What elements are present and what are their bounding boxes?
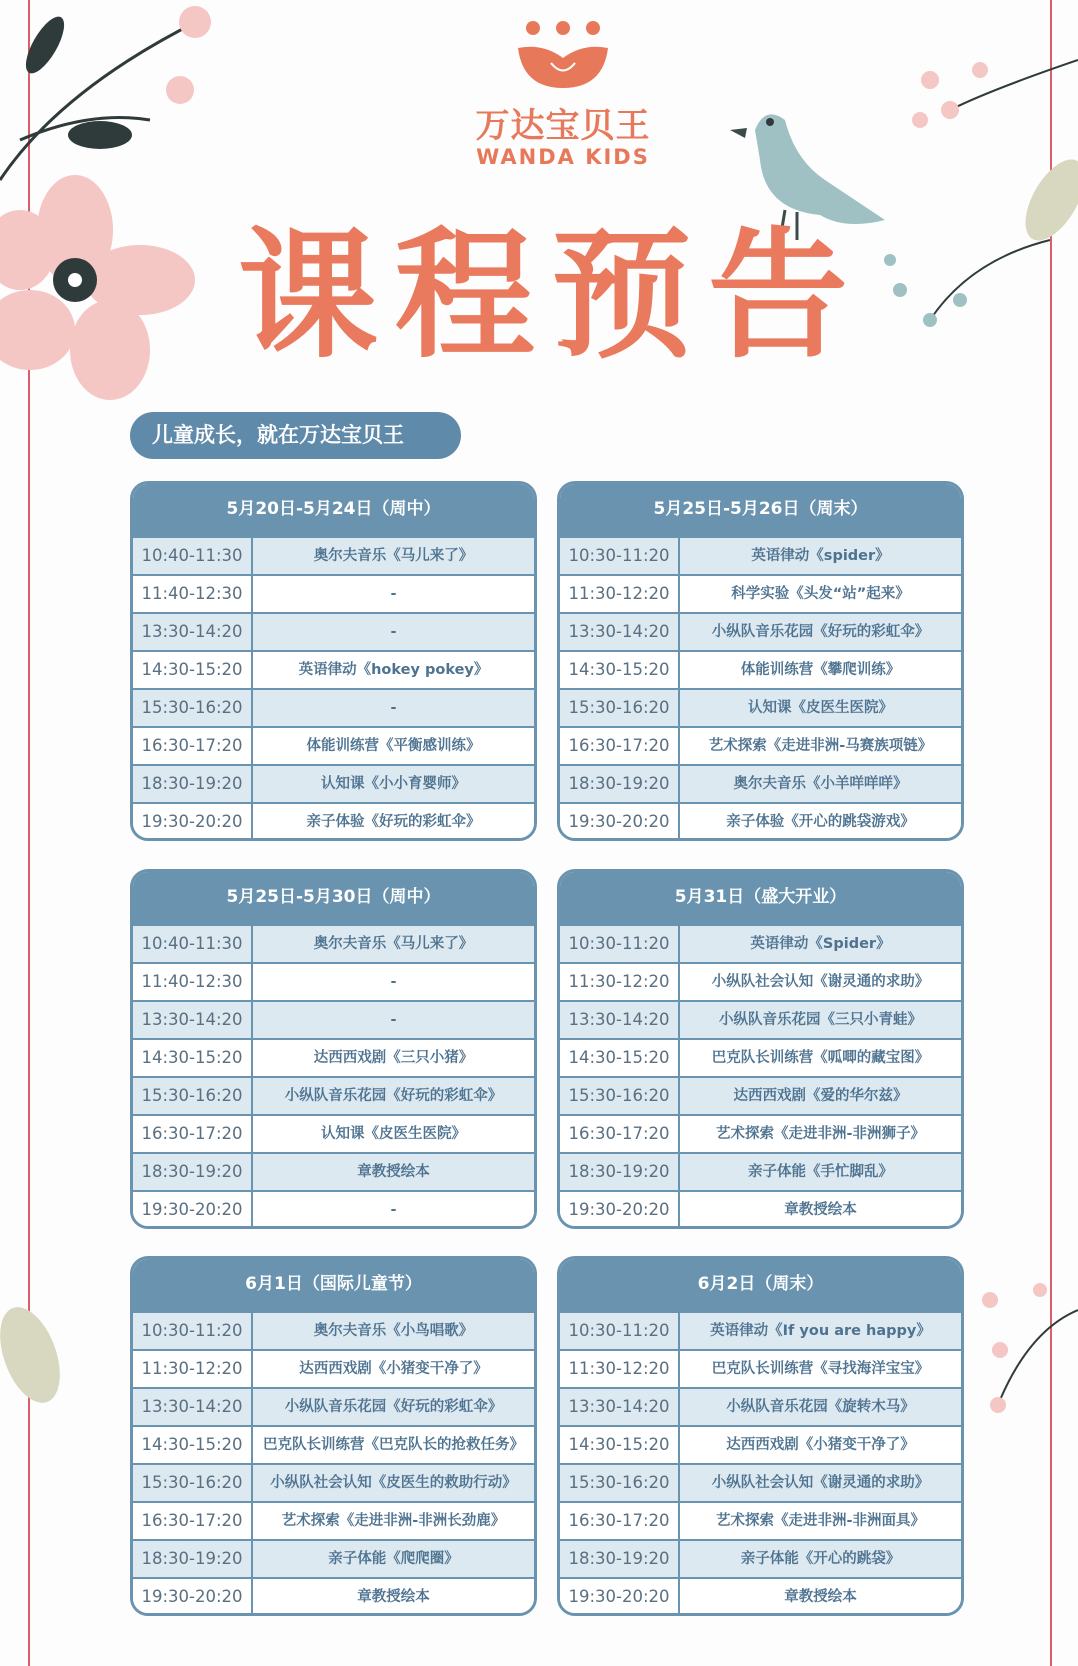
leaf-decoration-icon	[0, 1300, 70, 1410]
table-row	[133, 1577, 534, 1615]
table-row	[560, 574, 961, 612]
schedule-table	[557, 481, 964, 841]
course-cell: 体能训练营《攀爬训练》	[740, 662, 901, 678]
time-cell: 11:30-12:20	[560, 576, 680, 612]
schedule-table	[557, 869, 964, 1229]
table-row	[560, 1190, 961, 1228]
table-row	[133, 1349, 534, 1387]
time-cell: 10:30-11:20	[133, 1313, 253, 1349]
course-cell: -	[390, 586, 397, 602]
course-cell: 科学实验《头发“站”起来》	[731, 586, 910, 602]
table-row	[133, 1501, 534, 1539]
table-row	[560, 650, 961, 688]
time-cell: 13:30-14:20	[133, 1389, 253, 1425]
time-cell: 18:30-19:20	[560, 1541, 680, 1577]
course-cell: 章教授绘本	[357, 1164, 430, 1180]
time-cell: 19:30-20:20	[133, 804, 253, 840]
time-cell: 14:30-15:20	[133, 652, 253, 688]
time-cell: 11:30-12:20	[133, 1351, 253, 1387]
course-cell: 亲子体能《手忙脚乱》	[748, 1164, 893, 1180]
course-cell: 小纵队社会认知《谢灵通的求助》	[711, 1475, 930, 1491]
course-cell: 艺术探索《走进非洲-非洲狮子》	[715, 1126, 926, 1142]
table-row	[133, 962, 534, 1000]
crown-logo-icon	[513, 18, 613, 90]
table-row	[133, 612, 534, 650]
course-cell: 达西西戏剧《爱的华尔兹》	[733, 1088, 908, 1104]
table-row	[560, 1349, 961, 1387]
time-cell: 18:30-19:20	[133, 1541, 253, 1577]
table-row	[560, 1114, 961, 1152]
course-cell: -	[390, 700, 397, 716]
table-row	[560, 1152, 961, 1190]
course-cell: -	[390, 974, 397, 990]
table-row	[133, 1539, 534, 1577]
course-cell: 小纵队音乐花园《三只小青蛙》	[719, 1012, 922, 1028]
course-cell: 认知课《皮医生医院》	[321, 1126, 466, 1142]
time-cell: 11:40-12:30	[133, 576, 253, 612]
time-cell: 13:30-14:20	[133, 1002, 253, 1038]
course-cell: 奥尔夫音乐《马儿来了》	[313, 548, 474, 564]
time-cell: 10:40-11:30	[133, 538, 253, 574]
course-cell: 艺术探索《走进非洲-非洲长劲鹿》	[281, 1513, 506, 1529]
time-cell: 19:30-20:20	[560, 1192, 680, 1228]
course-cell: 巴克队长训练营《巴克队长的抢救任务》	[263, 1437, 524, 1453]
flower-decoration-icon	[0, 170, 200, 400]
course-cell: 巴克队长训练营《呱唧的藏宝图》	[711, 1050, 930, 1066]
time-cell: 15:30-16:20	[133, 1078, 253, 1114]
logo-text-cn: 万达宝贝王	[475, 106, 651, 146]
schedule-rows	[560, 536, 961, 840]
time-cell: 16:30-17:20	[560, 728, 680, 764]
course-cell: 章教授绘本	[784, 1589, 857, 1605]
time-cell: 15:30-16:20	[133, 690, 253, 726]
table-row	[560, 1463, 961, 1501]
course-cell: 亲子体能《开心的跳袋》	[740, 1551, 901, 1567]
time-cell: 13:30-14:20	[560, 1389, 680, 1425]
table-row	[133, 802, 534, 840]
course-cell: 亲子体能《爬爬圈》	[328, 1551, 459, 1567]
title-char: 程	[394, 215, 535, 378]
schedule-rows	[133, 536, 534, 840]
table-row	[560, 1577, 961, 1615]
schedule-rows	[560, 1311, 961, 1615]
time-cell: 14:30-15:20	[560, 652, 680, 688]
table-row	[560, 764, 961, 802]
schedule-table	[130, 869, 537, 1229]
schedule-header: 6月2日（周末）	[560, 1259, 961, 1311]
time-cell: 14:30-15:20	[560, 1427, 680, 1463]
schedule-table	[130, 481, 537, 841]
table-row	[560, 802, 961, 840]
course-cell: 艺术探索《走进非洲-非洲面具》	[715, 1513, 926, 1529]
course-cell: -	[390, 1012, 397, 1028]
time-cell: 11:40-12:30	[133, 964, 253, 1000]
time-cell: 10:30-11:20	[560, 538, 680, 574]
course-cell: 小纵队社会认知《谢灵通的求助》	[711, 974, 930, 990]
time-cell: 15:30-16:20	[560, 1465, 680, 1501]
table-row	[560, 1076, 961, 1114]
course-cell: 小纵队音乐花园《好玩的彩虹伞》	[711, 624, 930, 640]
table-row	[560, 1501, 961, 1539]
course-cell: 英语律动《If you are happy》	[710, 1323, 931, 1339]
title-char: 预	[551, 215, 692, 378]
course-cell: 章教授绘本	[784, 1202, 857, 1218]
title-char: 告	[707, 215, 848, 378]
table-row	[133, 1152, 534, 1190]
table-row	[133, 688, 534, 726]
schedule-rows	[133, 924, 534, 1228]
table-row	[560, 1387, 961, 1425]
time-cell: 11:30-12:20	[560, 1351, 680, 1387]
course-cell: 奥尔夫音乐《马儿来了》	[313, 936, 474, 952]
course-cell: 认知课《皮医生医院》	[748, 700, 893, 716]
course-cell: 英语律动《hokey pokey》	[298, 662, 489, 678]
time-cell: 19:30-20:20	[133, 1192, 253, 1228]
schedule-table	[130, 1256, 537, 1616]
time-cell: 16:30-17:20	[560, 1116, 680, 1152]
brand-logo	[463, 18, 663, 169]
course-cell: 奥尔夫音乐《小羊咩咩咩》	[733, 776, 908, 792]
course-cell: 奥尔夫音乐《小鸟唱歌》	[313, 1323, 474, 1339]
course-cell: 小纵队音乐花园《好玩的彩虹伞》	[284, 1399, 503, 1415]
time-cell: 16:30-17:20	[133, 728, 253, 764]
course-cell: 认知课《小小育婴师》	[321, 776, 466, 792]
table-row	[560, 726, 961, 764]
course-cell: 小纵队音乐花园《旋转木马》	[726, 1399, 915, 1415]
course-cell: 小纵队社会认知《皮医生的救助行动》	[270, 1475, 517, 1491]
time-cell: 19:30-20:20	[560, 1579, 680, 1615]
table-row	[560, 1425, 961, 1463]
schedule-header: 5月20日-5月24日（周中）	[133, 484, 534, 536]
course-cell: 达西西戏剧《小猪变干净了》	[726, 1437, 915, 1453]
time-cell: 16:30-17:20	[133, 1116, 253, 1152]
branch-decoration-icon	[0, 0, 240, 200]
table-row	[560, 612, 961, 650]
table-row	[133, 924, 534, 962]
schedule-header: 5月25日-5月26日（周末）	[560, 484, 961, 536]
table-row	[560, 688, 961, 726]
time-cell: 15:30-16:20	[560, 1078, 680, 1114]
table-row	[133, 726, 534, 764]
time-cell: 10:30-11:20	[560, 1313, 680, 1349]
table-row	[560, 924, 961, 962]
table-row	[560, 1038, 961, 1076]
berry-branch-icon	[870, 0, 1078, 380]
course-cell: 章教授绘本	[357, 1589, 430, 1605]
logo-text-en: WANDA KIDS	[476, 145, 650, 169]
time-cell: 14:30-15:20	[560, 1040, 680, 1076]
table-row	[133, 650, 534, 688]
course-cell: 体能训练营《平衡感训练》	[306, 738, 481, 754]
time-cell: 13:30-14:20	[133, 614, 253, 650]
time-cell: 15:30-16:20	[133, 1465, 253, 1501]
table-row	[133, 574, 534, 612]
time-cell: 18:30-19:20	[560, 766, 680, 802]
title-char: 课	[238, 215, 379, 378]
course-cell: 亲子体验《好玩的彩虹伞》	[306, 814, 481, 830]
time-cell: 13:30-14:20	[560, 1002, 680, 1038]
time-cell: 15:30-16:20	[560, 690, 680, 726]
table-row	[133, 1076, 534, 1114]
table-row	[133, 1000, 534, 1038]
time-cell: 14:30-15:20	[133, 1040, 253, 1076]
course-cell: 巴克队长训练营《寻找海洋宝宝》	[711, 1361, 930, 1377]
table-row	[133, 1114, 534, 1152]
course-cell: 英语律动《Spider》	[750, 936, 891, 952]
course-cell: -	[390, 1202, 397, 1218]
schedule-table	[557, 1256, 964, 1616]
time-cell: 18:30-19:20	[560, 1154, 680, 1190]
time-cell: 10:30-11:20	[560, 926, 680, 962]
time-cell: 13:30-14:20	[560, 614, 680, 650]
table-row	[133, 1425, 534, 1463]
berry-branch-bottom-icon	[970, 1270, 1078, 1430]
time-cell: 19:30-20:20	[560, 804, 680, 840]
course-cell: -	[390, 624, 397, 640]
course-cell: 艺术探索《走进非洲-马赛族项链》	[708, 738, 933, 754]
table-row	[133, 1311, 534, 1349]
schedule-rows	[560, 924, 961, 1228]
schedule-header: 5月31日（盛大开业）	[560, 872, 961, 924]
course-cell: 小纵队音乐花园《好玩的彩虹伞》	[284, 1088, 503, 1104]
table-row	[560, 962, 961, 1000]
course-cell: 达西西戏剧《三只小猪》	[313, 1050, 474, 1066]
table-row	[560, 1539, 961, 1577]
schedule-header: 5月25日-5月30日（周中）	[133, 872, 534, 924]
course-cell: 亲子体验《开心的跳袋游戏》	[726, 814, 915, 830]
page-title	[238, 212, 848, 382]
table-row	[133, 1387, 534, 1425]
table-row	[560, 1311, 961, 1349]
slogan-banner: 儿童成长，就在万达宝贝王	[130, 412, 461, 459]
table-row	[560, 536, 961, 574]
time-cell: 16:30-17:20	[133, 1503, 253, 1539]
table-row	[560, 1000, 961, 1038]
time-cell: 14:30-15:20	[133, 1427, 253, 1463]
time-cell: 18:30-19:20	[133, 1154, 253, 1190]
course-cell: 达西西戏剧《小猪变干净了》	[299, 1361, 488, 1377]
time-cell: 19:30-20:20	[133, 1579, 253, 1615]
time-cell: 16:30-17:20	[560, 1503, 680, 1539]
table-row	[133, 536, 534, 574]
schedule-header: 6月1日（国际儿童节）	[133, 1259, 534, 1311]
schedule-rows	[133, 1311, 534, 1615]
table-row	[133, 1463, 534, 1501]
table-row	[133, 1190, 534, 1228]
course-cell: 英语律动《spider》	[751, 548, 890, 564]
table-row	[133, 764, 534, 802]
table-row	[133, 1038, 534, 1076]
time-cell: 11:30-12:20	[560, 964, 680, 1000]
time-cell: 18:30-19:20	[133, 766, 253, 802]
time-cell: 10:40-11:30	[133, 926, 253, 962]
